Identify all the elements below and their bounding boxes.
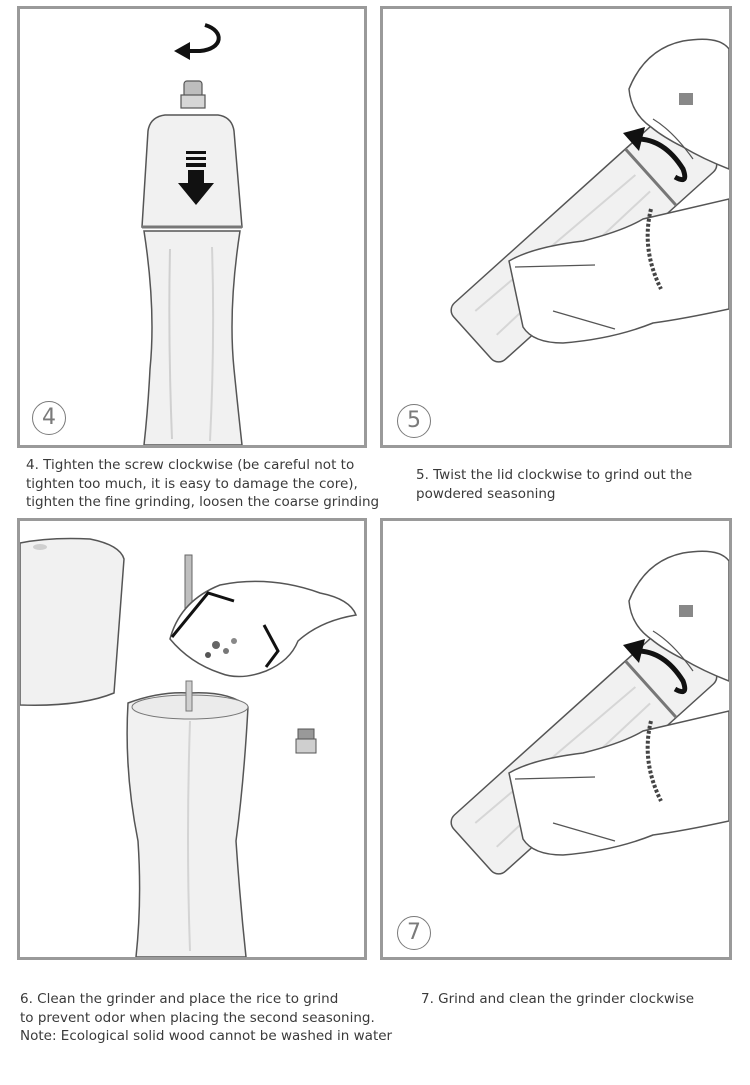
caption-line: tighten too much, it is easy to damage the core), xyxy=(26,475,358,492)
step-6-caption xyxy=(20,990,392,1046)
step-7-caption xyxy=(421,990,694,1009)
step-4-caption xyxy=(26,456,379,512)
caption-line: powdered seasoning xyxy=(416,485,556,502)
caption-line: 5. Twist the lid clockwise to grind out the xyxy=(416,467,693,483)
grinder-tighten-illustration xyxy=(20,9,364,445)
step-number-badge: 5 xyxy=(397,404,431,438)
caption-line: tighten the fine grinding, loosen the coarse grinding xyxy=(26,494,380,510)
step-number-badge: 7 xyxy=(397,916,431,950)
grinder-cleaning-illustration xyxy=(20,521,364,957)
step-6-number xyxy=(0,0,1,1)
step-6-panel xyxy=(17,518,367,960)
hands-grinding-illustration xyxy=(383,521,729,957)
rotate-arrow-icon xyxy=(174,25,219,60)
caption-line: 6. Clean the grinder and place the rice to grind xyxy=(20,991,339,1007)
step-7-panel xyxy=(380,518,732,960)
caption-line: to prevent odor when placing the second seasoning. xyxy=(20,1009,375,1026)
caption-line: 7. Grind and clean the grinder clockwise xyxy=(421,991,695,1007)
hands-twisting-illustration xyxy=(383,9,729,445)
step-5-panel xyxy=(380,6,732,448)
caption-line: 4. Tighten the screw clockwise (be careful not to xyxy=(26,457,355,473)
step-4-panel xyxy=(17,6,367,448)
caption-line: Note: Ecological solid wood cannot be washed in water xyxy=(20,1028,393,1044)
step-5-caption xyxy=(416,466,692,503)
step-number-badge: 4 xyxy=(32,401,66,435)
